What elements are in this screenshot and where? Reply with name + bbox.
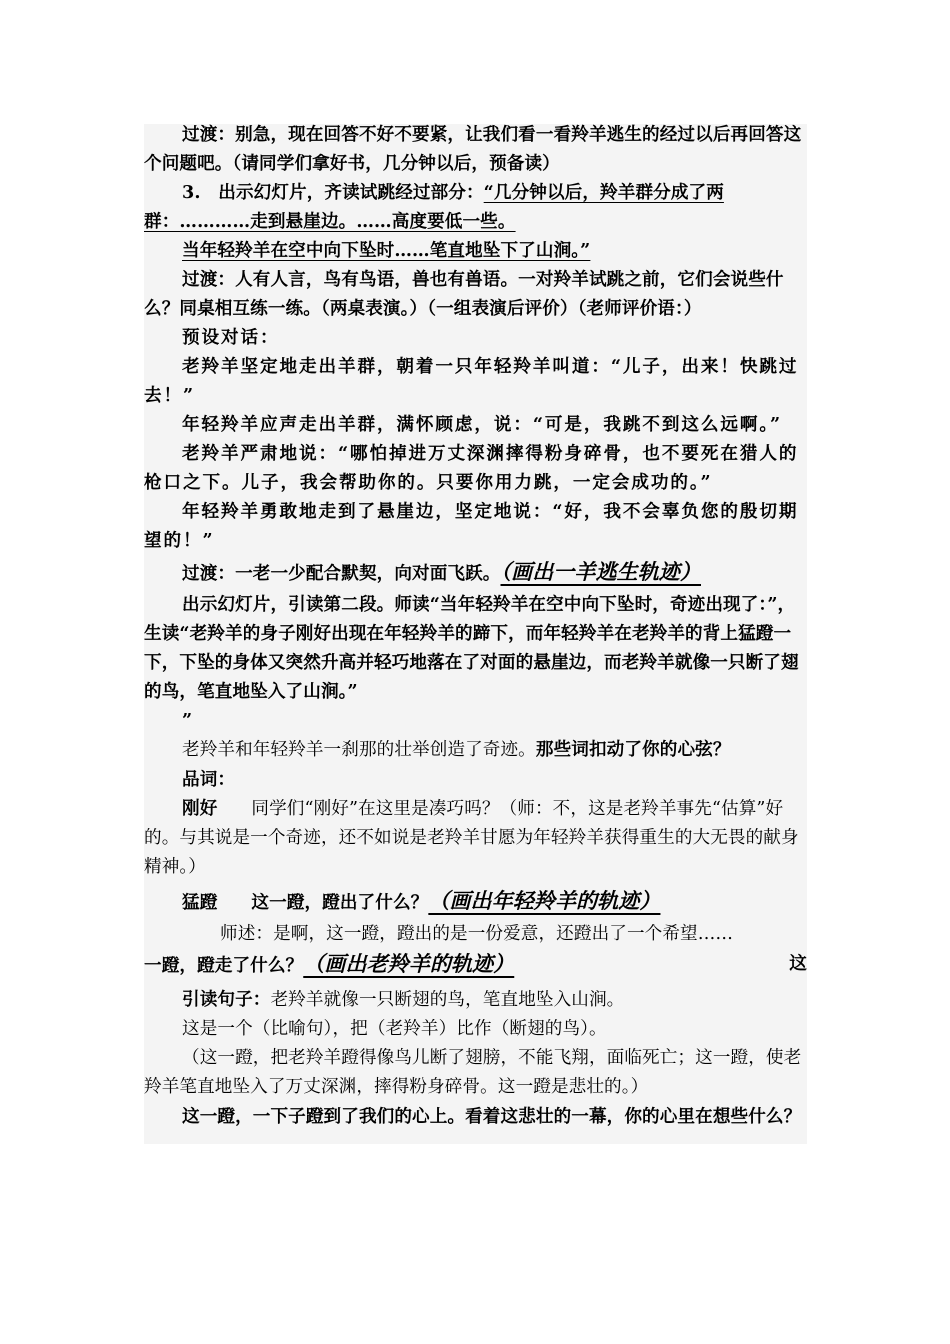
dialogue-line-1: 老羚羊坚定地走出羊群，朝着一只年轻羚羊叫道：“儿子，出来！快跳过去！” [144, 356, 799, 406]
transition-paragraph-2: 过渡：人有人言，鸟有鸟语，兽也有兽语。一对羚羊试跳之前，它们会说些什么？同桌相互练一练。（两桌表演。）（一组表演后评价）（老师评价语：） [144, 269, 784, 319]
handwritten-note-3: （画出老羚羊的轨迹） [303, 951, 515, 976]
teacher-question: 一蹬，蹬走了什么？ [144, 955, 304, 976]
document-body [144, 120, 807, 1131]
teacher-question-start: 这 [789, 953, 807, 974]
dialogue-line-3: 老羚羊严肃地说：“哪怕掉进万丈深渊摔得粉身碎骨，也不要死在猎人的枪口之下。儿子，我会帮助你的。只要你用力跳，一定会成功的。” [144, 443, 799, 493]
metaphor-explanation: 这是一个（比喻句），把（老羚羊）比作（断翅的鸟）。 [182, 1019, 607, 1039]
transition-3-text: 过渡：一老一少配合默契，向对面飞跃。 [182, 563, 501, 584]
step-3-paragraph [144, 178, 807, 236]
dialogue-line-4: 年轻羚羊勇敢地走到了悬崖边，坚定地说：“好，我不会辜负您的殷切期望的！” [144, 501, 799, 551]
word-study-heading: 品词： [182, 769, 236, 790]
heroic-deed-paragraph [144, 735, 807, 765]
word-mengdeng: 猛蹬 [182, 892, 218, 913]
dialogue-heading: 预设对话： [182, 327, 280, 348]
word-mengdeng-question: 这一蹬，蹬出了什么？ [251, 892, 429, 913]
reading-paragraph: 出示幻灯片，引读第二段。师读“当年轻羚羊在空中向下坠时，奇迹出现了：”，生读“老羚羊的身子刚好出现在年轻羚羊的蹄下，而年轻羚羊在老羚羊的背上猛蹬一下，下坠的身体又突然升高并轻巧地落在了对面的悬崖边，而老羚羊就像一只断了翅的鸟，笔直地坠入了山涧。” [144, 594, 799, 702]
step-3-quote: “几分钟以后，羚羊群分成了两群：…………走到悬崖边。……高度要低一些。 [144, 182, 724, 232]
guided-sentence-text: 老羚羊就像一只断翅的鸟，笔直地坠入山涧。 [270, 990, 625, 1010]
handwritten-note-2: （画出年轻羚羊的轨迹） [428, 888, 661, 913]
guided-sentence-label: 引读句子： [182, 989, 271, 1010]
word-ganghao: 刚好 [182, 798, 218, 819]
closing-question: 这一蹬，一下子蹬到了我们的心上。看着这悲壮的一幕，你的心里在想些什么？ [182, 1106, 802, 1127]
quote-continuation: 当年轻羚羊在空中向下坠时……笔直地坠下了山涧。” [182, 240, 591, 261]
teacher-narration [144, 920, 807, 981]
heroic-deed-question: 那些词扣动了你的心弦？ [535, 739, 731, 760]
word-ganghao-explanation: 同学们“刚好”在这里是凑巧吗？（师：不，这是老羚羊事先“估算”好的。与其说是一个奇迹，还不如说是老羚羊甘愿为年轻羚羊获得重生的大无畏的献身精神。） [144, 799, 799, 877]
heroic-deed-text: 老羚羊和年轻羚羊一刹那的壮举创造了奇迹。 [182, 740, 536, 760]
stray-quote-mark: ” [182, 710, 193, 731]
teacher-narration-text: 师述：是啊，这一蹬，蹬出的是一份爱意，还蹬出了一个希望…… [220, 924, 734, 944]
word-study-mengdeng [144, 886, 807, 918]
step-3-lead: 3. 出示幻灯片，齐读试跳经过部分： [182, 182, 484, 203]
dialogue-line-2: 年轻羚羊应声走出羊群，满怀顾虑，说：“可是，我跳不到这么远啊。” [182, 414, 783, 435]
kick-explanation: （这一蹬，把老羚羊蹬得像鸟儿断了翅膀，不能飞翔，面临死亡；这一蹬，使老羚羊笔直地坠入了万丈深渊，摔得粉身碎骨。这一蹬是悲壮的。） [144, 1048, 802, 1097]
guided-sentence [144, 985, 807, 1015]
transition-paragraph-3 [144, 557, 807, 588]
word-study-ganghao [144, 794, 807, 882]
handwritten-note-1: （画出一羊逃生轨迹） [500, 559, 701, 584]
transition-paragraph-1: 过渡：别急，现在回答不好不要紧，让我们看一看羚羊逃生的经过以后再回答这个问题吧。（请同学们拿好书，几分钟以后，预备读） [144, 124, 802, 174]
